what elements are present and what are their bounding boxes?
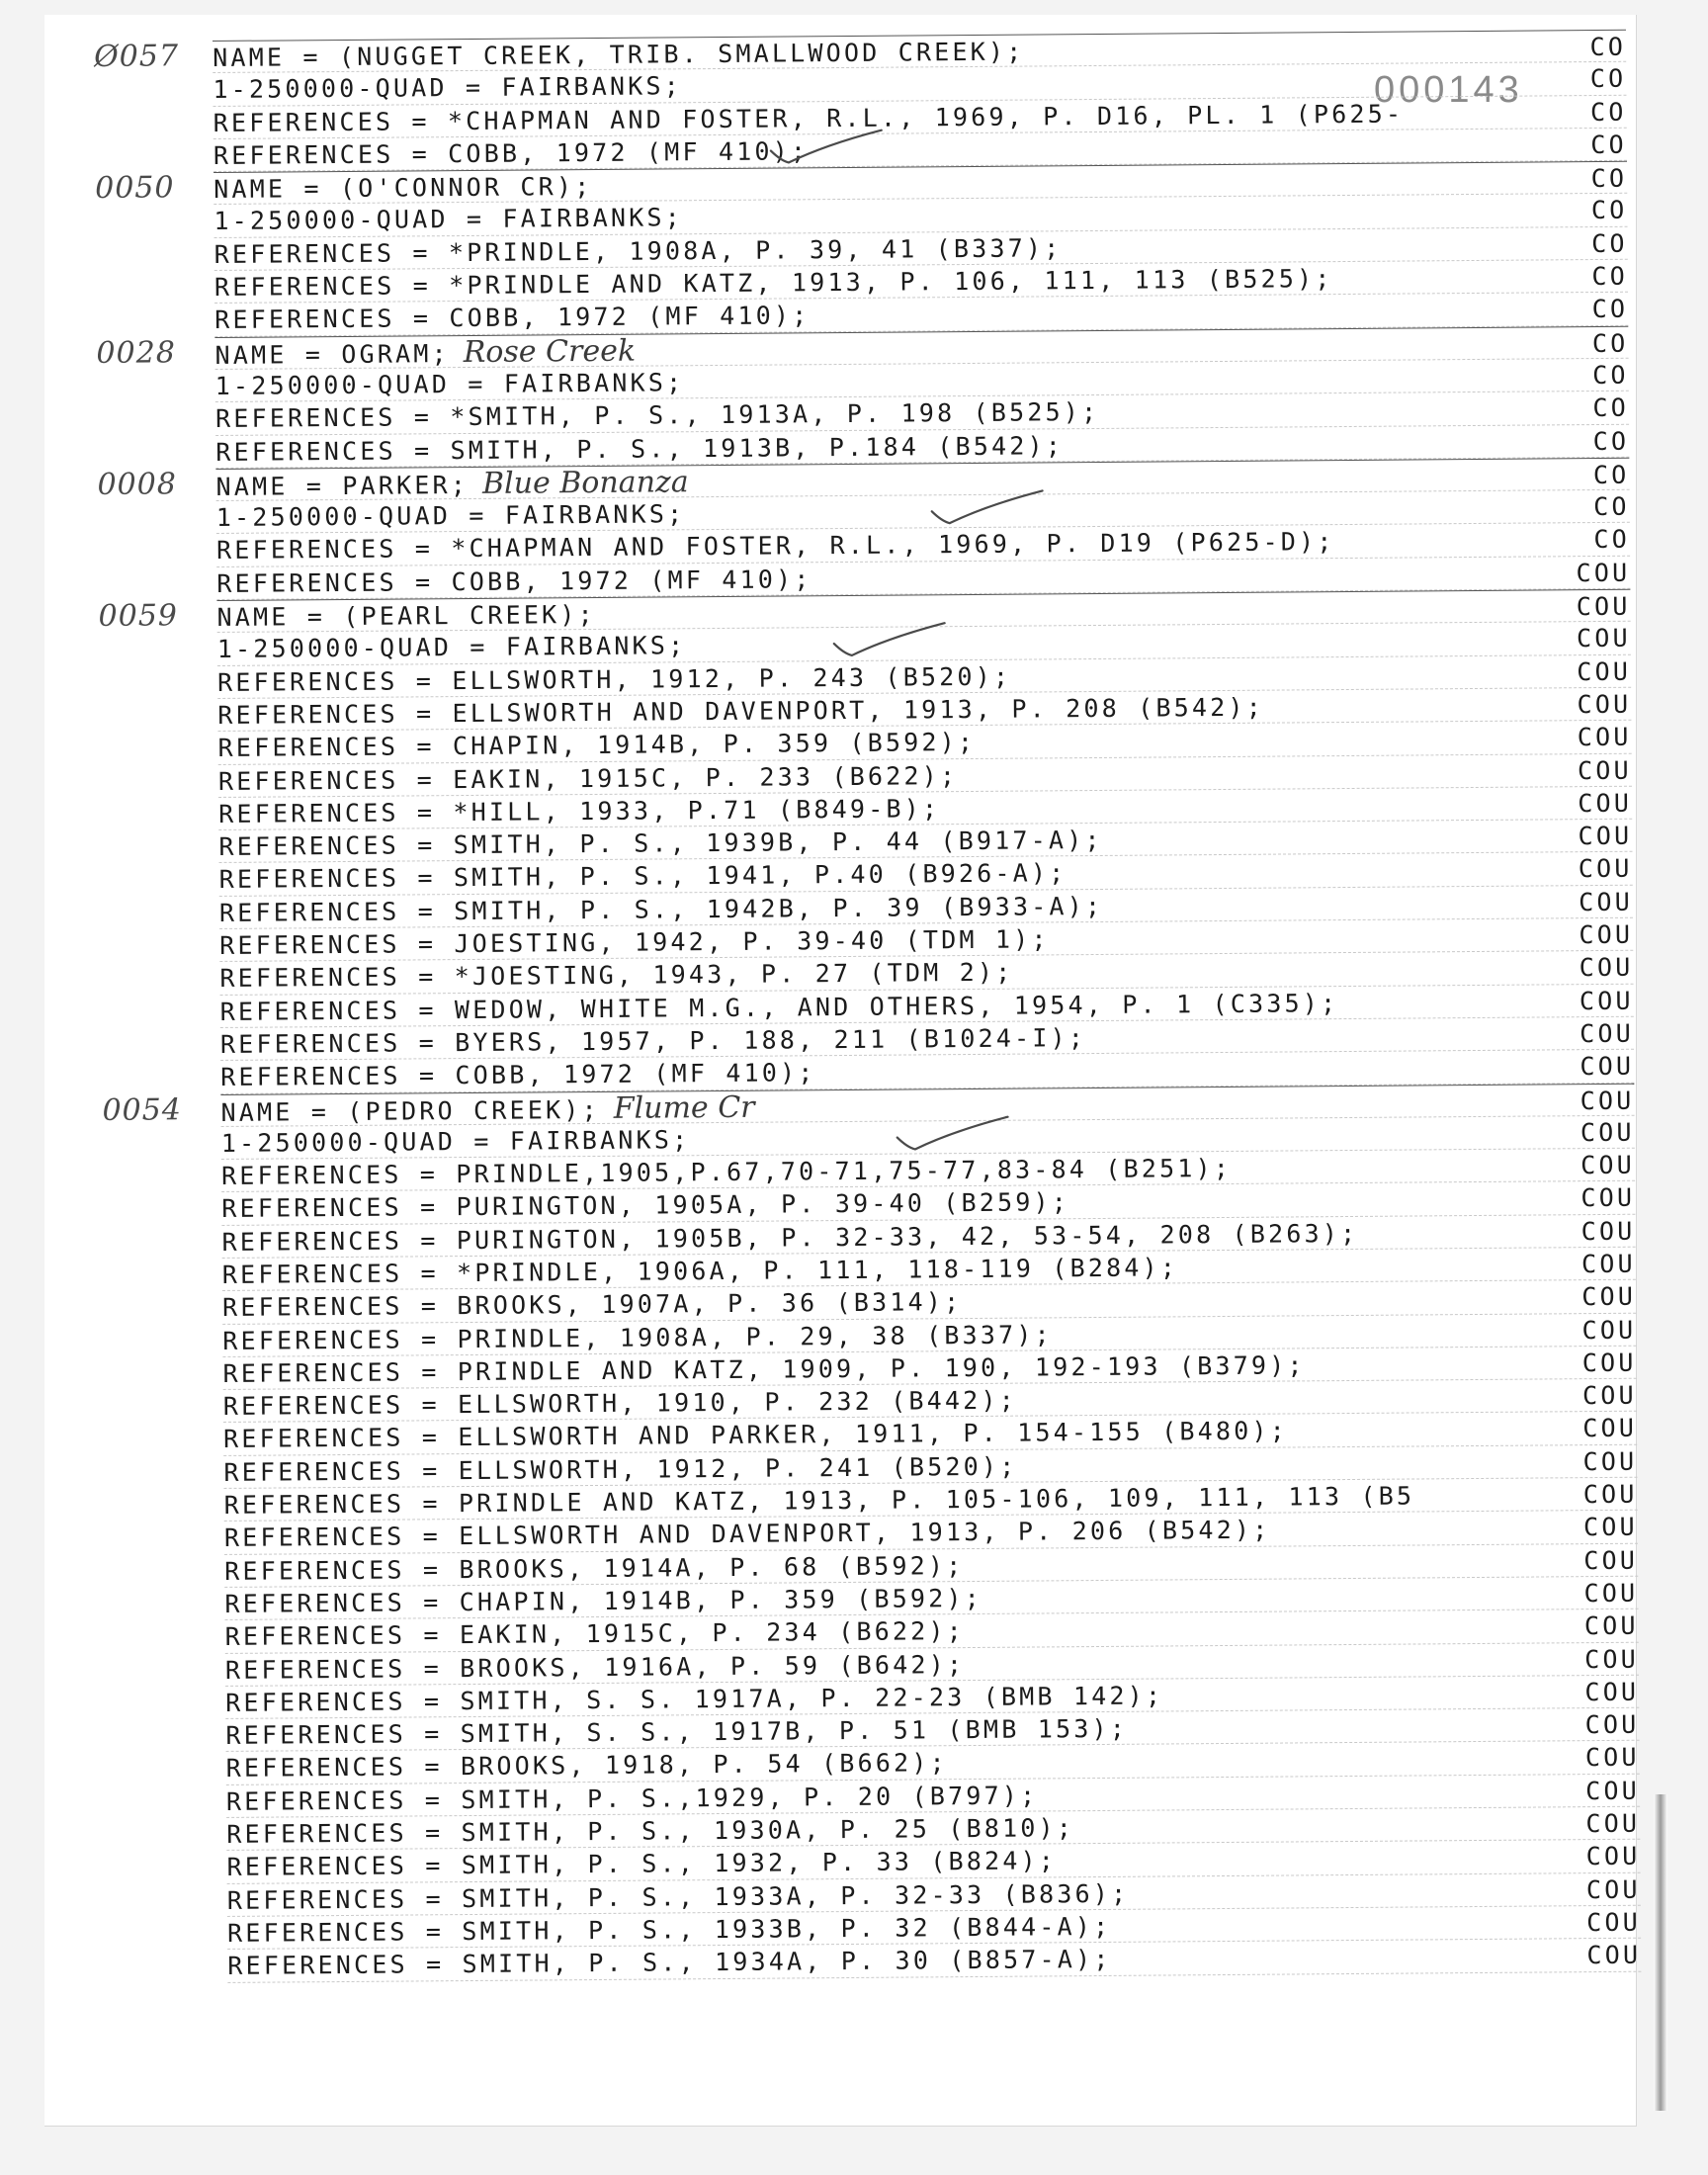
truncated-right-column-label: COU <box>1586 1940 1642 1970</box>
truncated-right-column-label: COU <box>1581 1315 1637 1345</box>
document-page <box>44 15 1642 2127</box>
truncated-right-column-label: COU <box>1580 1086 1635 1115</box>
truncated-right-column-label: COU <box>1584 1677 1640 1706</box>
record-line-text: REFERENCES = ELLSWORTH AND DAVENPORT, 1913, P. 208 (B542); <box>217 692 1265 730</box>
truncated-right-column-label: COU <box>1583 1545 1639 1575</box>
record-line-text: REFERENCES = PRINDLE,1905,P.67,70-71,75-77,83-84 (B251); <box>220 1154 1233 1191</box>
record-line-text: REFERENCES = PRINDLE AND KATZ, 1909, P. 190, 192-193 (B379); <box>222 1350 1306 1388</box>
truncated-right-column-label: COU <box>1580 1216 1636 1246</box>
handwritten-record-id: 0054 <box>102 1091 182 1128</box>
truncated-right-column-label: COU <box>1580 1183 1636 1213</box>
truncated-right-column-label: COU <box>1585 1776 1641 1805</box>
record-line-text: NAME = OGRAM; <box>214 338 450 370</box>
record-line-text: REFERENCES = BYERS, 1957, P. 188, 211 (B1024-I); <box>219 1022 1087 1059</box>
record-line-text: REFERENCES = ELLSWORTH, 1912, P. 241 (B520); <box>223 1451 1018 1487</box>
record-line-text: REFERENCES = SMITH, S. S. 1917A, P. 22-23 (BMB 142); <box>225 1681 1164 1717</box>
record-line-text: REFERENCES = COBB, 1972 (MF 410); <box>214 301 811 335</box>
truncated-right-column-label: CO <box>1590 196 1628 225</box>
record-line-text: REFERENCES = SMITH, P. S., 1934A, P. 30 (B857-A); <box>227 1945 1112 1981</box>
record-line-text: REFERENCES = BROOKS, 1914A, P. 68 (B592); <box>224 1550 965 1586</box>
record-line-text: REFERENCES = *PRINDLE, 1908A, P. 39, 41 (B337); <box>214 233 1063 269</box>
truncated-right-column-label: COU <box>1576 558 1631 587</box>
handwritten-checkmark-icon <box>928 487 1047 528</box>
truncated-right-column-label: COU <box>1580 1249 1636 1279</box>
truncated-right-column-label: COU <box>1580 1117 1635 1147</box>
truncated-right-column-label: COU <box>1577 656 1632 686</box>
record-line-text: REFERENCES = WEDOW, WHITE M.G., AND OTHERS, 1954, P. 1 (C335); <box>219 988 1339 1026</box>
record-line-text: 1-250000-QUAD = FAIRBANKS; <box>215 499 686 533</box>
record-line-text: 1-250000-QUAD = FAIRBANKS; <box>213 71 683 105</box>
record-line-text: REFERENCES = COBB, 1972 (MF 410); <box>216 565 812 598</box>
handwritten-note: Rose Creek <box>463 333 637 370</box>
record-line-text: REFERENCES = SMITH, P. S.,1929, P. 20 (B797); <box>225 1781 1039 1816</box>
binding-shadow <box>1654 1794 1667 2111</box>
handwritten-record-id: 0028 <box>96 334 176 371</box>
record-line-text: REFERENCES = PRINDLE AND KATZ, 1913, P. 105-106, 109, 111, 113 (B5 <box>223 1481 1415 1521</box>
truncated-right-column-label: COU <box>1581 1380 1637 1411</box>
record-line-text: REFERENCES = SMITH, P. S., 1913B, P.184 (B542); <box>215 430 1065 467</box>
record-line-text: REFERENCES = SMITH, P. S., 1939B, P. 44 (B917-A); <box>218 826 1103 862</box>
record-line-text: 1-250000-QUAD = FAIRBANKS; <box>220 1125 691 1158</box>
truncated-right-column-label: COU <box>1582 1414 1638 1443</box>
truncated-right-column-label: COU <box>1578 821 1633 851</box>
record-line-text: REFERENCES = *CHAPMAN AND FOSTER, R.L., 1969, P. D19 (P625-D); <box>215 527 1335 566</box>
record-line-text: REFERENCES = *HILL, 1933, P.71 (B849-B); <box>218 794 941 828</box>
truncated-right-column-label: COU <box>1581 1348 1637 1378</box>
truncated-right-column-label: CO <box>1591 295 1629 324</box>
record-line-text: REFERENCES = BROOKS, 1916A, P. 59 (B642); <box>224 1649 966 1685</box>
truncated-right-column-label: CO <box>1590 163 1628 194</box>
truncated-right-column-label: CO <box>1590 130 1627 159</box>
record-line-text: REFERENCES = SMITH, P. S., 1933B, P. 32 (B844-A); <box>226 1911 1112 1948</box>
record-line-text: REFERENCES = SMITH, P. S., 1930A, P. 25 (B810); <box>226 1813 1075 1849</box>
truncated-right-column-label: CO <box>1589 97 1627 127</box>
truncated-right-column-label: CO <box>1589 64 1627 94</box>
truncated-right-column-label: CO <box>1593 491 1630 522</box>
record-line-text: REFERENCES = *JOESTING, 1943, P. 27 (TDM 2); <box>219 957 1014 994</box>
handwritten-checkmark-icon <box>894 1112 1012 1153</box>
truncated-right-column-label: COU <box>1586 1907 1642 1938</box>
truncated-right-column-label: COU <box>1579 953 1634 983</box>
record-line-text: REFERENCES = *PRINDLE AND KATZ, 1913, P. 106, 111, 113 (B525); <box>214 264 1333 303</box>
truncated-right-column-label: COU <box>1576 624 1631 653</box>
record-line-text: NAME = (NUGGET CREEK, TRIB. SMALLWOOD CREEK); <box>213 37 1025 72</box>
record-line-text: REFERENCES = BROOKS, 1907A, P. 36 (B314); <box>221 1287 963 1323</box>
record-line-text: REFERENCES = SMITH, P. S., 1941, P.40 (B926-A); <box>218 858 1068 895</box>
truncated-right-column-label: COU <box>1577 722 1632 752</box>
truncated-right-column-label: CO <box>1593 525 1631 555</box>
record-line-text: REFERENCES = PRINDLE, 1908A, P. 29, 38 (B337); <box>222 1319 1053 1355</box>
truncated-right-column-label: COU <box>1580 1150 1636 1180</box>
record-line-text: 1-250000-QUAD = FAIRBANKS; <box>216 631 687 664</box>
truncated-right-column-label: COU <box>1579 919 1634 950</box>
record-line-text: REFERENCES = *SMITH, P. S., 1913A, P. 198 (B525); <box>214 397 1100 434</box>
record-line-text: REFERENCES = ELLSWORTH AND PARKER, 1911, P. 154-155 (B480); <box>222 1416 1289 1454</box>
record-listing <box>93 30 1642 1983</box>
truncated-right-column-label: COU <box>1576 591 1631 622</box>
record-line-text: REFERENCES = *PRINDLE, 1906A, P. 111, 118-119 (B284); <box>221 1253 1179 1289</box>
record-line-text: REFERENCES = COBB, 1972 (MF 410); <box>213 136 810 170</box>
record-line-text: NAME = PARKER; <box>215 470 470 501</box>
truncated-right-column-label: COU <box>1578 854 1633 884</box>
record-line-text: REFERENCES = COBB, 1972 (MF 410); <box>220 1058 816 1092</box>
truncated-right-column-label: COU <box>1577 755 1632 785</box>
record-line-text: 1-250000-QUAD = FAIRBANKS; <box>214 368 685 400</box>
truncated-right-column-label: COU <box>1584 1644 1640 1674</box>
record-line-text: REFERENCES = JOESTING, 1942, P. 39-40 (TDM 1); <box>219 924 1050 960</box>
record-line-text: REFERENCES = PURINGTON, 1905A, P. 39-40 (B259); <box>221 1187 1070 1224</box>
record-line-text: REFERENCES = EAKIN, 1915C, P. 233 (B622); <box>217 760 959 796</box>
handwritten-checkmark-icon <box>830 620 949 660</box>
truncated-right-column-label: CO <box>1591 261 1629 292</box>
truncated-right-column-label: CO <box>1592 360 1629 391</box>
truncated-right-column-label: CO <box>1592 426 1630 456</box>
truncated-right-column-label: CO <box>1591 228 1628 258</box>
record-line-text: NAME = (O'CONNOR CR); <box>214 172 593 205</box>
record-line-text: REFERENCES = SMITH, P. S., 1942B, P. 39 (B933-A); <box>218 891 1104 927</box>
truncated-right-column-label: COU <box>1581 1282 1637 1312</box>
truncated-right-column-label: COU <box>1582 1479 1638 1510</box>
truncated-right-column-label: COU <box>1584 1743 1640 1773</box>
record-line-text: REFERENCES = PURINGTON, 1905B, P. 32-33, 42, 53-54, 208 (B263); <box>221 1218 1359 1257</box>
record-line-text: REFERENCES = ELLSWORTH, 1912, P. 243 (B520); <box>216 661 1012 697</box>
record-line-text: REFERENCES = SMITH, S. S., 1917B, P. 51 (BMB 153); <box>225 1713 1129 1751</box>
truncated-right-column-label: COU <box>1579 887 1633 916</box>
page-stamp-number: 000143 <box>1374 69 1523 111</box>
handwritten-record-id: 0059 <box>98 598 179 634</box>
truncated-right-column-label: COU <box>1580 1018 1635 1049</box>
record-line-text: REFERENCES = *CHAPMAN AND FOSTER, R.L., 1969, P. D16, PL. 1 (P625- <box>213 99 1405 137</box>
record-line-text: REFERENCES = BROOKS, 1918, P. 54 (B662); <box>225 1748 948 1784</box>
truncated-right-column-label: COU <box>1585 1842 1641 1871</box>
record-line-text: REFERENCES = ELLSWORTH, 1910, P. 232 (B442); <box>222 1385 1018 1422</box>
truncated-right-column-label: COU <box>1582 1513 1638 1542</box>
truncated-right-column-label: COU <box>1585 1808 1641 1839</box>
truncated-right-column-label: COU <box>1584 1709 1640 1740</box>
truncated-right-column-label: COU <box>1582 1446 1638 1476</box>
record-line-text: REFERENCES = CHAPIN, 1914B, P. 359 (B592); <box>224 1583 983 1618</box>
truncated-right-column-label: CO <box>1589 32 1627 62</box>
record-line-text: NAME = (PEARL CREEK); <box>216 600 596 633</box>
handwritten-record-id: Ø057 <box>93 39 180 74</box>
truncated-right-column-label: CO <box>1592 393 1630 423</box>
record-line-text: REFERENCES = SMITH, P. S., 1932, P. 33 (B824); <box>226 1846 1058 1882</box>
truncated-right-column-label: CO <box>1592 460 1630 489</box>
truncated-right-column-label: CO <box>1591 328 1629 358</box>
handwritten-note: Flume Cr <box>613 1089 755 1126</box>
truncated-right-column-label: COU <box>1578 788 1633 819</box>
handwritten-record-id: 0008 <box>97 467 178 502</box>
record-line-text: REFERENCES = EAKIN, 1915C, P. 234 (B622); <box>224 1616 966 1652</box>
truncated-right-column-label: COU <box>1585 1874 1641 1904</box>
record-line-text: REFERENCES = CHAPIN, 1914B, P. 359 (B592); <box>217 728 977 763</box>
truncated-right-column-label: COU <box>1580 1051 1635 1082</box>
handwritten-record-id: 0050 <box>95 170 175 207</box>
truncated-right-column-label: COU <box>1583 1610 1639 1641</box>
handwritten-note: Blue Bonanza <box>481 465 689 501</box>
record-line-text: 1-250000-QUAD = FAIRBANKS; <box>214 203 684 236</box>
truncated-right-column-label: COU <box>1577 689 1632 720</box>
record-line-text: REFERENCES = SMITH, P. S., 1933A, P. 32-33 (B836); <box>226 1878 1130 1915</box>
truncated-right-column-label: COU <box>1579 986 1634 1015</box>
record-line-text: NAME = (PEDRO CREEK); <box>220 1094 600 1127</box>
truncated-right-column-label: COU <box>1583 1578 1639 1609</box>
handwritten-checkmark-icon <box>767 127 886 167</box>
record-line-text: REFERENCES = ELLSWORTH AND DAVENPORT, 1913, P. 206 (B542); <box>223 1515 1271 1553</box>
